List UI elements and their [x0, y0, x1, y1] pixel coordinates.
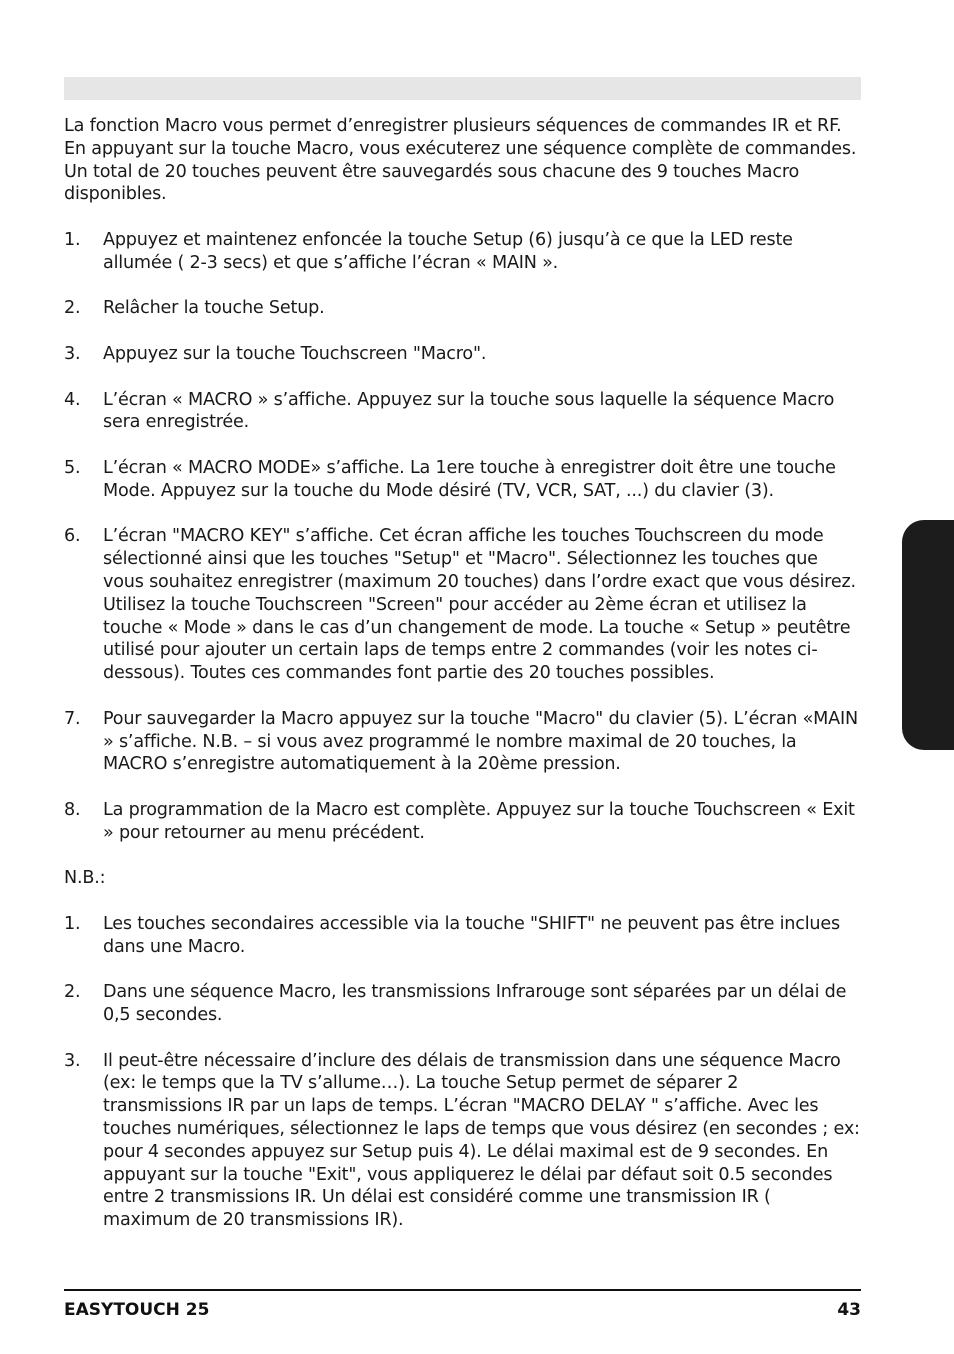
- list-item: 2. Dans une séquence Macro, les transmissions Infrarouge sont séparées par un délai de 0,5 secondes.: [64, 982, 847, 1026]
- notes-list: [64, 913, 861, 1232]
- steps-list: [64, 229, 861, 845]
- list-item: 5. L’écran « MACRO MODE» s’affiche. La 1ere touche à enregistrer doit être une touche Mode. Appuyez sur la touche du Mode désiré (TV, VCR, SAT, ...) du clavier (3).: [64, 457, 836, 501]
- list-item: 7. Pour sauvegarder la Macro appuyez sur la touche "Macro" du clavier (5). L’écran «MAIN » s’affiche. N.B. – si vous avez programmé le nombre maximal de 20 touches, la MACRO s’enregistre automatiquement à la 20ème pression.: [64, 708, 858, 775]
- nb-label: N.B.:: [64, 868, 106, 889]
- footer-page-number: 43: [837, 1300, 861, 1320]
- header-bar: [64, 77, 861, 100]
- list-item: 3. Il peut-être nécessaire d’inclure des délais de transmission dans une séquence Macro (ex: le temps que la TV s’allume…). La touche Setup permet de séparer 2 transmissions IR par un laps de temps. L’écran "MACRO DELAY " s’affiche. Avec les touches numériques, sélectionnez le laps de temps que vous désirez (en secondes ; ex: pour 4 secondes appuyez sur Setup puis 4). Le délai maximal est de 9 secondes. En appuyant sur la touche "Exit", vous appliquerez le délai par défaut soit 0.5 secondes entre 2 transmissions IR. Un délai est considéré comme une transmission IR ( maximum de 20 transmissions IR).: [64, 1050, 860, 1231]
- footer-product-name: EASYTOUCH 25: [64, 1300, 210, 1320]
- page-content: [64, 115, 861, 1255]
- list-item: 2. Relâcher la touche Setup.: [64, 298, 325, 319]
- footer-divider: [64, 1289, 861, 1291]
- list-item: 6. L’écran "MACRO KEY" s’affiche. Cet écran affiche les touches Touchscreen du mode sélectionné ainsi que les touches "Setup" et "Macro". Sélectionnez les touches que vous souhaitez enregistrer (maximum 20 touches) dans l’ordre exact que vous désirez. Utilisez la touche Touchscreen "Screen" pour accéder au 2ème écran et utilisez la touche « Mode » dans le cas d’un changement de mode. La touche « Setup » peutêtre utilisé pour ajouter un certain laps de temps entre 2 commandes (voir les notes ci-dessous). Toutes ces commandes font partie des 20 touches possibles.: [64, 526, 856, 684]
- list-item: 3. Appuyez sur la touche Touchscreen "Macro".: [64, 343, 487, 364]
- list-item: 1. Appuyez et maintenez enfoncée la touche Setup (6) jusqu’à ce que la LED reste allumée ( 2-3 secs) et que s’affiche l’écran « MAIN ».: [64, 229, 793, 273]
- intro-paragraph: La fonction Macro vous permet d’enregistrer plusieurs séquences de commandes IR et RF. En appuyant sur la touche Macro, vous exécuterez une séquence complète de commandes. Un total de 20 touches peuvent être sauvegardés sous chacune des 9 touches Macro disponibles.: [64, 116, 857, 205]
- list-item: 8. La programmation de la Macro est complète. Appuyez sur la touche Touchscreen « Exit » pour retourner au menu précédent.: [64, 799, 855, 843]
- section-tab: [902, 520, 954, 750]
- list-item: 1. Les touches secondaires accessible via la touche "SHIFT" ne peuvent pas être inclues dans une Macro.: [64, 913, 840, 957]
- list-item: 4. L’écran « MACRO » s’affiche. Appuyez sur la touche sous laquelle la séquence Macro sera enregistrée.: [64, 389, 835, 433]
